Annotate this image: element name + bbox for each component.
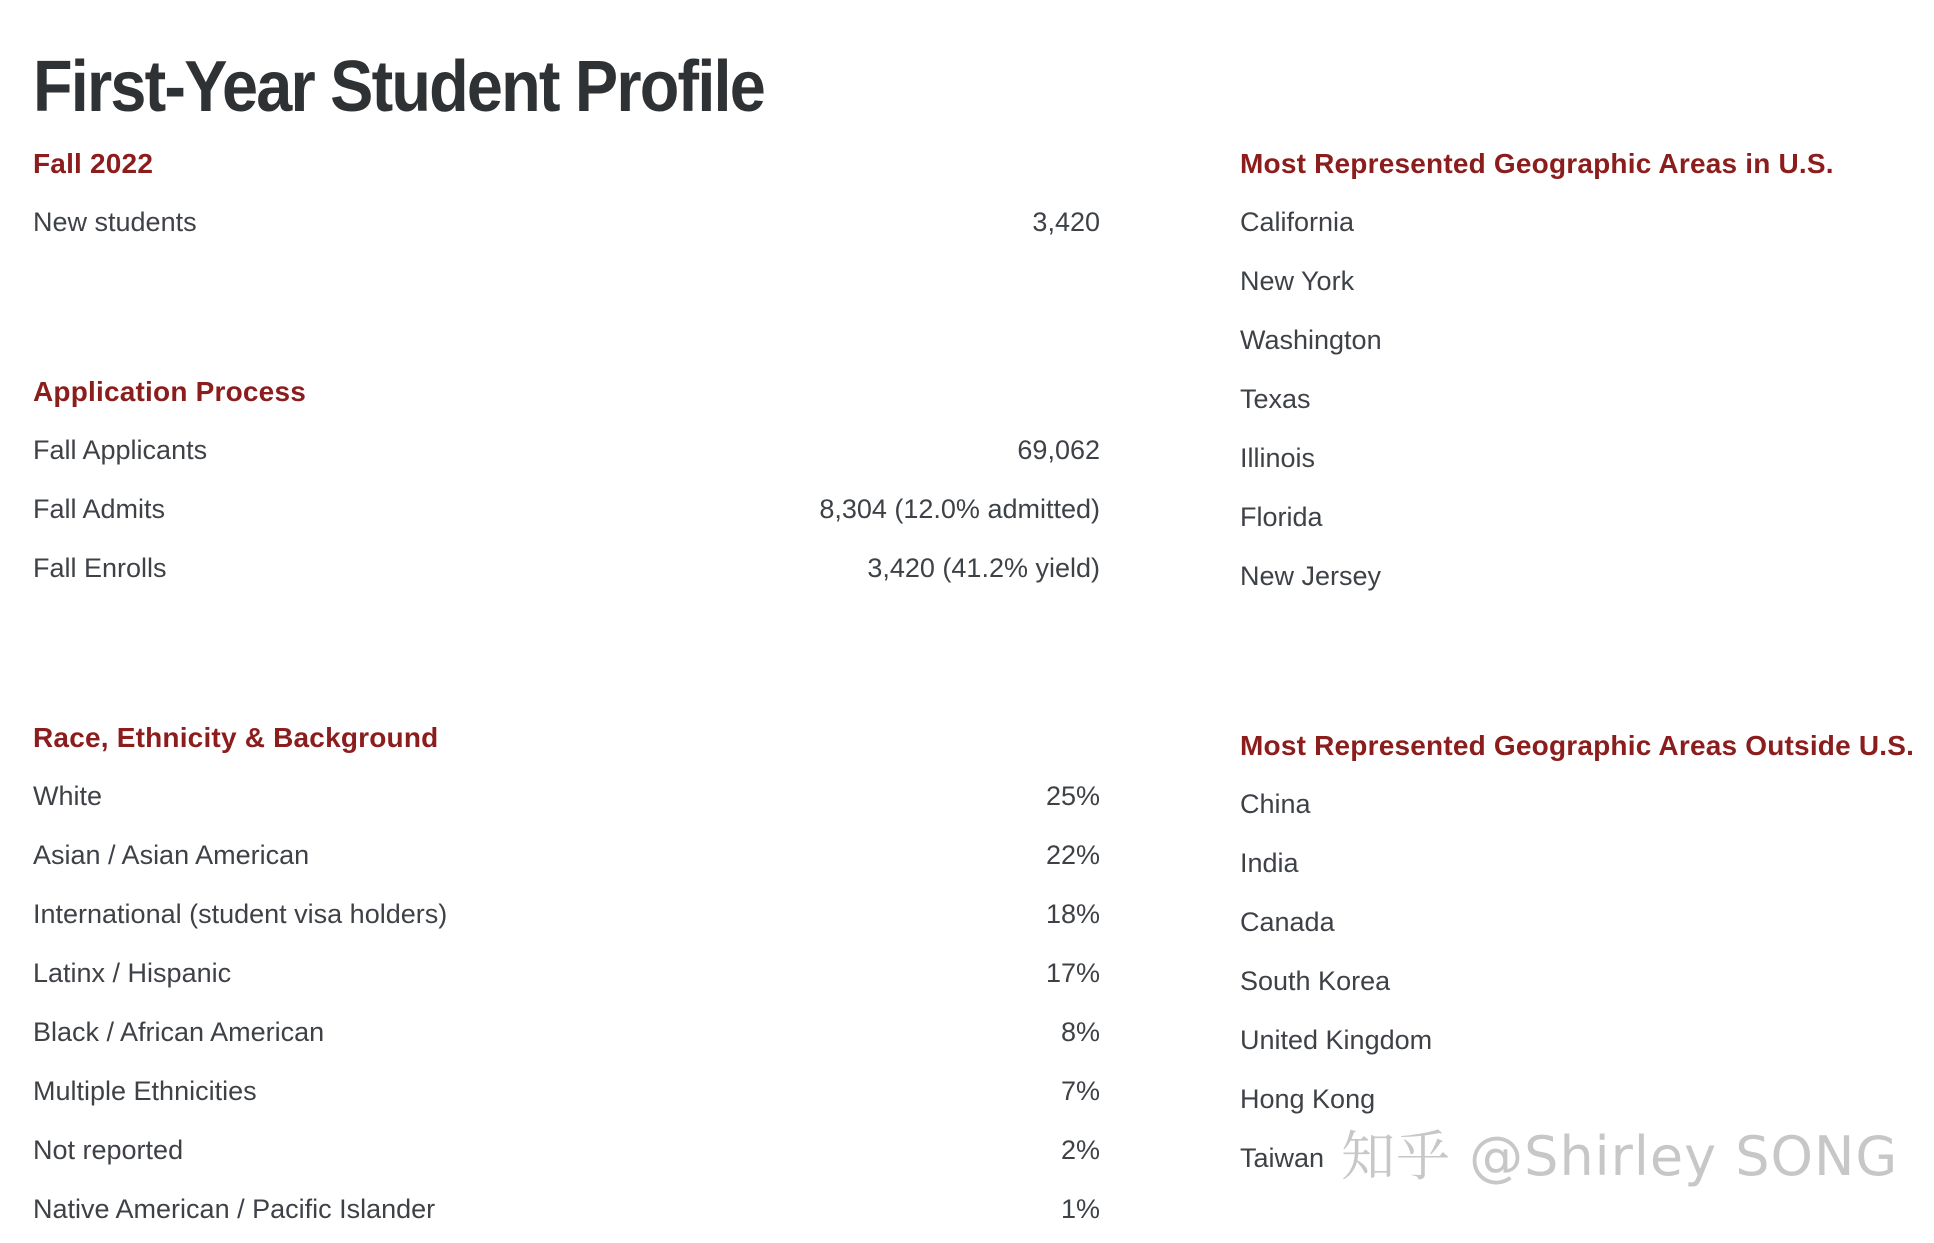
table-row [33,826,1100,885]
zhihu-watermark: 知乎 @Shirley SONG [1341,1125,1899,1188]
list-item: United Kingdom [1240,1025,1433,1055]
row-value: 25% [1045,781,1100,811]
row-value: 1% [1060,1194,1100,1224]
list-item: Florida [1240,502,1323,532]
section-heading-geo-us: Most Represented Geographic Areas in U.S. [1240,147,1834,179]
table-row [33,1180,1100,1239]
section-heading-fall-2022: Fall 2022 [33,147,154,179]
row-value: 2% [1060,1135,1100,1165]
table-row [33,944,1100,1003]
row-label: Multiple Ethnicities [33,1076,257,1106]
row-value: 69,062 [1017,435,1100,465]
page-title: First-Year Student Profile [33,47,764,128]
list-item: Canada [1240,907,1335,937]
list-item: New York [1240,266,1355,296]
section-heading-geo-intl: Most Represented Geographic Areas Outside U.S. [1240,729,1915,761]
table-row [33,421,1100,480]
table-row [33,193,1100,252]
section-heading-race-ethnicity: Race, Ethnicity & Background [33,721,439,753]
list-item: California [1240,207,1355,237]
right-column [1240,134,1920,1188]
row-value: 3,420 (41.2% yield) [867,553,1100,583]
list-item: India [1240,848,1299,878]
list-item: Hong Kong [1240,1084,1376,1114]
list-item: China [1240,789,1311,819]
row-value: 8,304 (12.0% admitted) [819,494,1100,524]
section-geo-us [1240,134,1920,606]
table-row [33,1003,1100,1062]
row-label: Asian / Asian American [33,840,310,870]
list-item: Illinois [1240,443,1316,473]
row-label: Fall Admits [33,494,166,524]
row-label: Not reported [33,1135,184,1165]
row-value: 18% [1045,899,1100,929]
row-label: White [33,781,103,811]
row-value: 22% [1045,840,1100,870]
section-fall-2022 [33,134,1100,252]
table-row [33,1121,1100,1180]
section-application-process [33,362,1100,598]
row-value: 3,420 [1032,207,1100,237]
list-item: New Jersey [1240,561,1382,591]
section-race-ethnicity [33,708,1100,1239]
table-row [33,480,1100,539]
row-value: 8% [1060,1017,1100,1047]
list-item: Taiwan [1240,1143,1325,1173]
table-row [33,767,1100,826]
left-column [33,134,1100,1239]
table-row [33,539,1100,598]
row-label: International (student visa holders) [33,899,448,929]
row-label: New students [33,207,197,237]
row-value: 7% [1060,1076,1100,1106]
row-label: Latinx / Hispanic [33,958,232,988]
list-item: Texas [1240,384,1311,414]
row-label: Native American / Pacific Islander [33,1194,436,1224]
list-item: South Korea [1240,966,1391,996]
section-heading-application-process: Application Process [33,375,306,407]
row-label: Black / African American [33,1017,325,1047]
row-label: Fall Applicants [33,435,208,465]
row-label: Fall Enrolls [33,553,167,583]
list-item: Washington [1240,325,1382,355]
table-row [33,885,1100,944]
table-row [33,1062,1100,1121]
row-value: 17% [1045,958,1100,988]
